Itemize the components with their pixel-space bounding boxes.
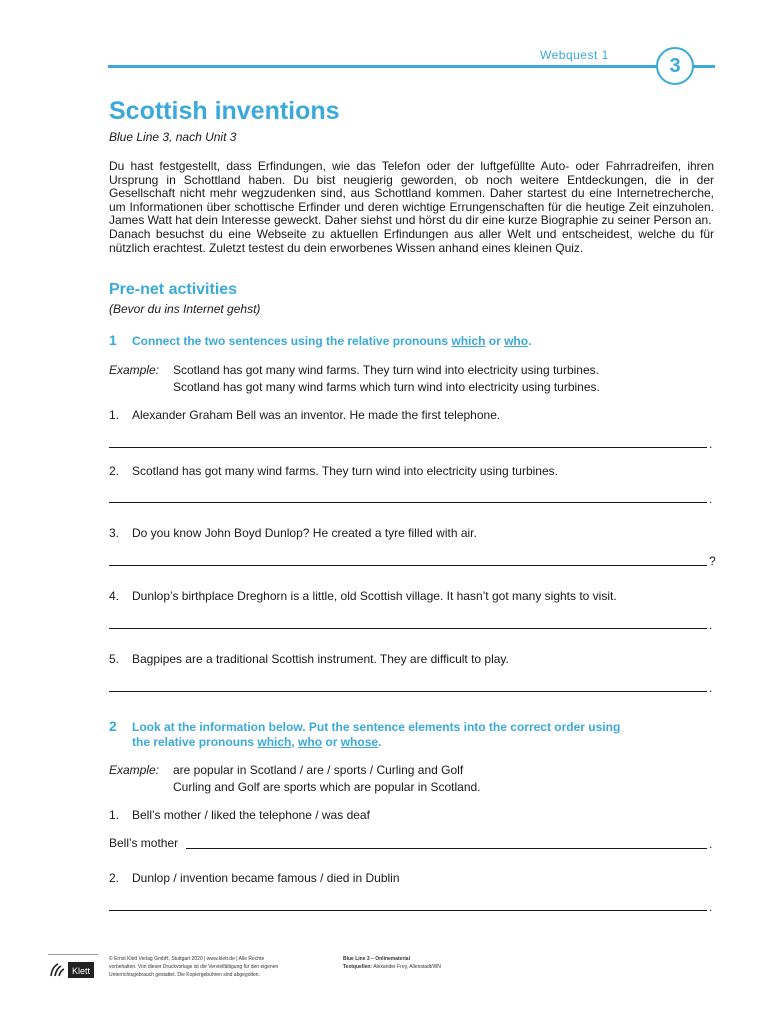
webquest-label: Webquest 1	[540, 48, 609, 62]
task-number: 1	[109, 332, 117, 348]
footer-label: Textquellen:	[343, 964, 373, 970]
answer-line[interactable]	[109, 628, 707, 629]
example-label: Example:	[109, 763, 160, 777]
example-line: Scotland has got many wind farms. They turn wind into electricity using turbines.	[173, 363, 599, 377]
header-rule	[108, 65, 710, 68]
intro-paragraph: Danach besuchst du eine Webseite zu aktuellen Erfindungen aus aller Welt und entscheidest, welche du für nützlich erachtest. Zuletzt testest du dein erworbenes Wissen anhand eines kleinen Quiz.	[109, 226, 714, 255]
item-text: Do you know John Boyd Dunlop? He created a tyre filled with air.	[132, 526, 477, 540]
item-text: Scotland has got many wind farms. They turn wind into electricity using turbines.	[132, 464, 558, 478]
footer-rule	[48, 954, 98, 955]
unit-badge: 3	[656, 47, 694, 85]
task-1-instruction	[109, 333, 531, 349]
answer-line[interactable]	[109, 691, 707, 692]
answer-end-mark: .	[709, 900, 713, 914]
intro-text	[109, 160, 714, 255]
answer-end-mark: .	[709, 837, 713, 851]
answer-line[interactable]	[109, 447, 707, 448]
answer-line[interactable]	[109, 502, 707, 503]
footer-line: Alexander Frey, Allenstadt/WN	[372, 964, 441, 970]
keyword-who: who	[298, 735, 323, 749]
item-number: 1.	[109, 808, 120, 822]
item-text: Dunlop’s birthplace Dreghorn is a little, old Scottish village. It hasn’t got many sights to visit.	[132, 589, 617, 603]
page-title: Scottish inventions	[109, 97, 340, 125]
task-number: 2	[109, 718, 117, 734]
footer-line: Unterrichtsgebrauch gestattet. Die Kopiergebühren sind abgegolten.	[109, 972, 260, 978]
footer-line: Blue Line 3 – Onlinematerial	[343, 956, 410, 962]
answer-end-mark: .	[709, 681, 713, 695]
answer-line[interactable]	[109, 910, 707, 911]
task-text: Look at the information below. Put the sentence elements into the correct order using	[132, 720, 621, 734]
section-subheading: (Bevor du ins Internet gehst)	[109, 302, 261, 316]
item-number: 4.	[109, 589, 120, 603]
task-text: .	[378, 735, 382, 749]
item-number: 1.	[109, 408, 120, 422]
task-text: or	[322, 735, 341, 749]
item-text: Alexander Graham Bell was an inventor. He made the first telephone.	[132, 408, 501, 422]
example-line: Scotland has got many wind farms which turn wind into electricity using turbines.	[173, 380, 600, 394]
answer-line[interactable]	[109, 565, 707, 566]
answer-end-mark: .	[709, 437, 713, 451]
example-line: are popular in Scotland / are / sports / Curling and Golf	[173, 763, 464, 777]
item-text: Bell’s mother / liked the telephone / was deaf	[132, 808, 370, 822]
item-text: Bagpipes are a traditional Scottish instrument. They are difficult to play.	[132, 652, 509, 666]
section-heading: Pre-net activities	[109, 281, 238, 298]
example-line: Curling and Golf are sports which are popular in Scotland.	[173, 780, 481, 794]
klett-logo	[48, 960, 96, 980]
answer-end-mark: .	[709, 618, 713, 632]
keyword-whose: whose	[340, 735, 379, 749]
task-text: Connect the two sentences using the relative pronouns	[132, 334, 452, 348]
keyword-who: who	[504, 334, 529, 348]
item-number: 3.	[109, 526, 120, 540]
footer-line: vorbehalten. Von dieser Druckvorlage ist die Vervielfältigung für den eigenen	[109, 964, 279, 970]
item-text: Dunlop / invention became famous / died in Dublin	[132, 871, 400, 885]
exercise-item	[109, 871, 400, 885]
keyword-which: which	[451, 334, 486, 348]
task-text: the relative pronouns	[132, 735, 258, 749]
exercise-item	[109, 464, 558, 478]
item-number: 2.	[109, 871, 120, 885]
footer-copyright	[109, 955, 334, 979]
exercise-item	[109, 652, 509, 666]
answer-prefix: Bell’s mother	[109, 836, 179, 850]
item-number: 2.	[109, 464, 120, 478]
task-text: .	[528, 334, 532, 348]
footer-source	[343, 955, 543, 971]
exercise-item	[109, 526, 477, 540]
intro-paragraph: Du hast festgestellt, dass Erfindungen, wie das Telefon oder der luftgefüllte Auto- oder Fahrradreifen, ihren Ursprung in Schottland haben. Du bist neugierig geworden, ob noch weitere Entdeckungen, die in der Gesellschaft nicht mehr wegzudenken sind, aus Schottland kommen. Daher startest du eine Internetrecherche, um Informationen über schottische Erfinder und deren wichtige Errungenschaften für die heutige Zeit einzuholen. James Watt hat dein Interesse geweckt. Daher siehst und hörst du dir eine kurze Biographie zu seiner Person an.	[109, 159, 714, 228]
exercise-item	[109, 808, 370, 822]
klett-logo-text: Klett	[71, 966, 91, 976]
example-label: Example:	[109, 363, 160, 377]
answer-end-mark: .	[709, 492, 713, 506]
task-text: ,	[291, 735, 299, 749]
exercise-item	[109, 408, 500, 422]
answer-end-mark: ?	[709, 554, 716, 568]
task-text-line	[109, 735, 620, 750]
item-number: 5.	[109, 652, 120, 666]
header-rule-right	[700, 65, 715, 68]
keyword-which: which	[257, 735, 292, 749]
page-subtitle: Blue Line 3, nach Unit 3	[109, 130, 237, 144]
footer-line: © Ernst Klett Verlag GmbH, Stuttgart 2020 | www.klett.de | Alle Rechte	[109, 956, 265, 962]
task-2-instruction	[109, 719, 620, 750]
task-text: or	[485, 334, 505, 348]
exercise-item	[109, 589, 617, 603]
answer-line[interactable]	[186, 848, 707, 849]
